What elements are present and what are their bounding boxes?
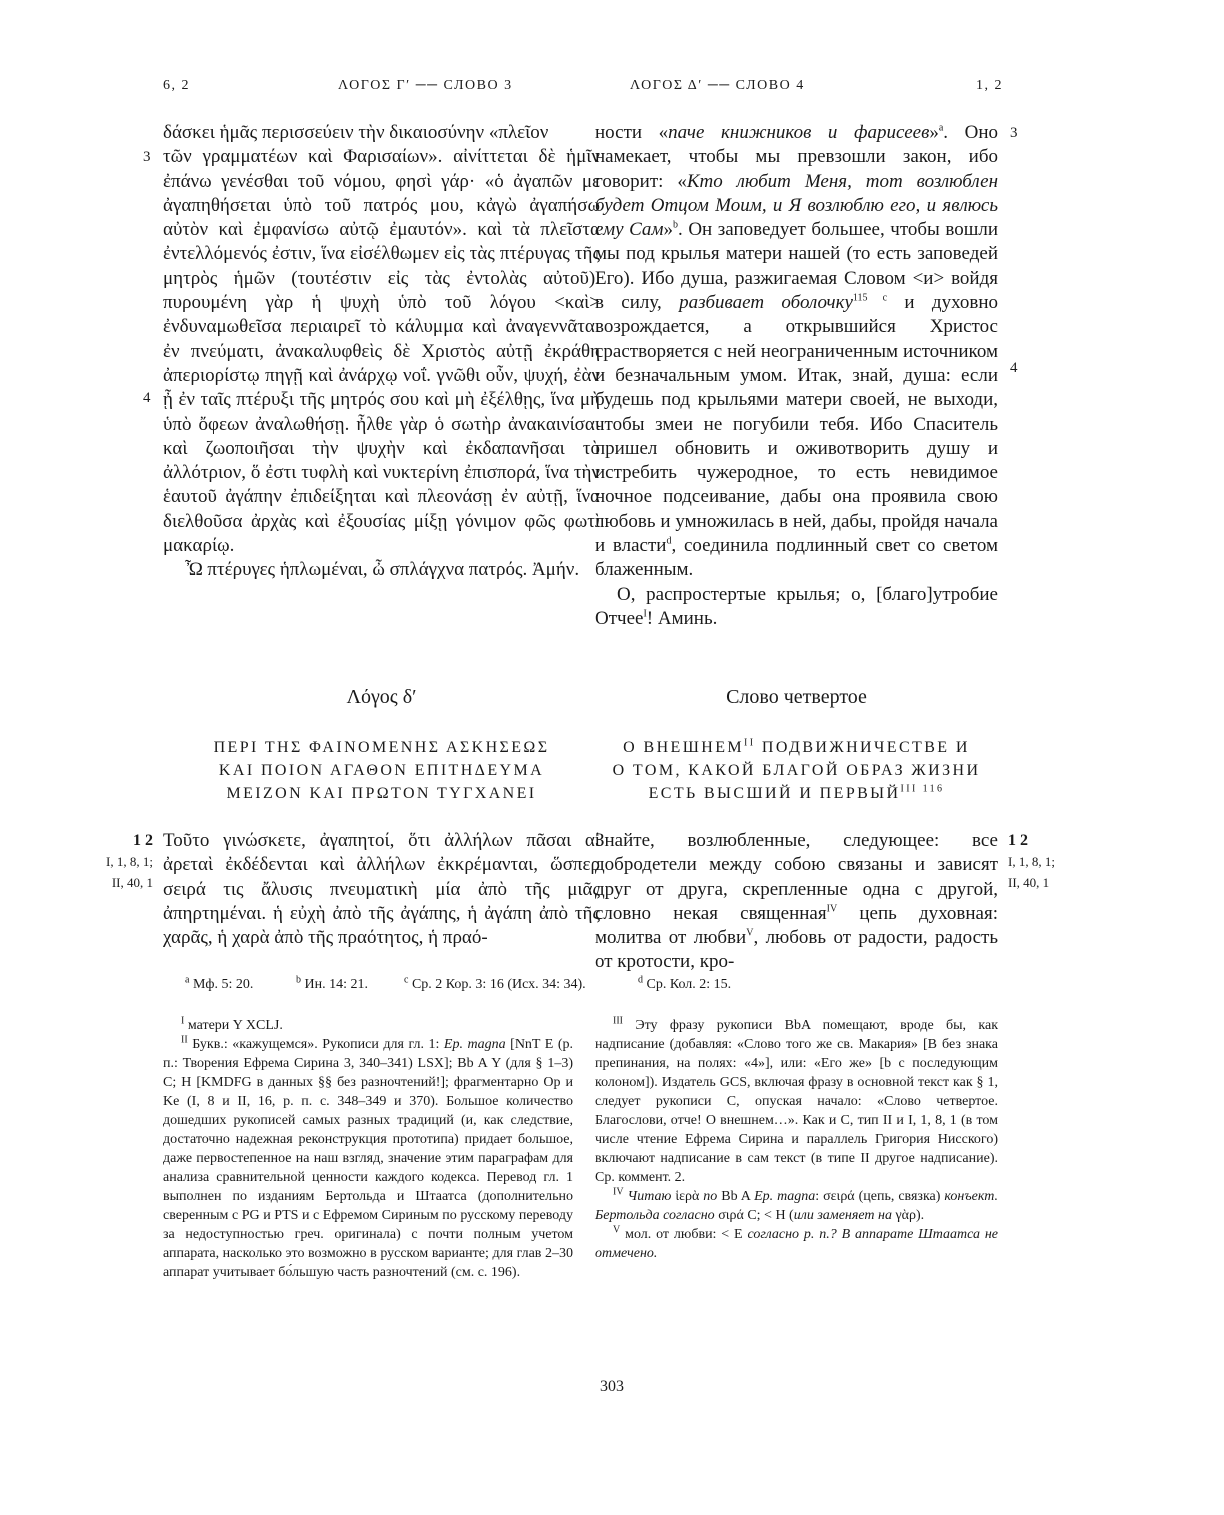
footnote-ref-d: d [666,535,672,547]
footnote-a: $^a$ Мф. 5: 20. [185,974,254,992]
note-ref-III-116: III 116 [900,783,945,795]
quote-john: Кто любит Меня, тот возлюблен будет Отцом Моим, и Я возлюблю его, и явлюсь ему Сам [595,170,998,241]
quote-matthew: паче книжников и фарисеев [668,122,930,143]
greek-text-column-top [163,121,600,583]
footnote-ref-b: b [673,219,679,231]
note-ref-V: V [746,927,754,939]
greek-subtitle-line-2: ΚΑΙ ΠΟΙΟΝ ΑΓΑΘΟΝ ΕΠΙΤΗΔΕΥΜΑ [218,762,545,779]
note-IV: $^{IV}$ Читаю ἱερὰ по Bb A Ep. magna: σειρά (цепь, связка) конъект. Бертольда согласно σιρά C; < H (или заменяет на γὰρ). [595,1186,998,1223]
greek-subtitle [163,736,600,805]
margin-chapter-num-left: 1 2 [133,832,153,849]
note-I: $^I$ матери Y XCLJ. [181,1015,283,1033]
greek-body-paragraph: Τοῦτο γινώσκετε, ἀγαπητοί, ὅτι ἀλλήλων πᾶσαι αἱ ἀρεταὶ ἐκδέδενται καὶ ἀλλήλων ἐκκρέμανται, ὥσπερ σειρά τις ἄλυσις πνευματικὴ μία ἀπὸ τῆς μιᾶς ἀπηρτημέναι. ἡ εὐχὴ ἀπὸ τῆς ἀγάπης, ἡ ἀγάπη ἀπὸ τῆς χαρᾶς, ἡ χαρὰ ἀπὸ τῆς πραότητος, ἡ πραό- [163,830,600,949]
russian-body-paragraph: Знайте, возлюбленные, следующее: все добродетели между собою связаны и зависят друг от друга, скрепленные одна с другой, словно некая священная$^{IV}$ цепь духовная: молитва от любви$^V$, любовь от радости, радость от кротости, кро- [595,830,998,973]
margin-section-3-left: 3 [143,149,151,165]
margin-section-4-left: 4 [143,390,151,406]
apparatus-notes-left [163,1016,573,1282]
footnote-b: $^b$ Ин. 14: 21. [296,974,368,992]
greek-section-title: Λόγος δ′ [346,686,417,708]
footnote-ref-115-c: 115 c [852,292,888,304]
margin-cross-ref-1-left: I, 1, 8, 1; [106,854,153,869]
note-ref-I: I [643,608,647,620]
greek-closing-line: Ὦ πτέρυγες ἡπλωμέναι, ὦ σπλάγχνα πατρός. Ἀμήν. [185,559,580,581]
russian-section-title: Слово четвертое [726,686,867,708]
margin-ref-right [1008,830,1068,893]
running-header-left-number: 6, 2 [163,78,190,93]
note-III: $^{III}$ Эту фразу рукописи BbA помещают, вроде бы, как надписание (добавляя: «Слово того же св. Макария» [B без знака препинания, на полях: «4»], или: «Его же» [b с последующим колоном]). Издатель GCS, включая фразу в основной текст как § 1, следует рукописи C, опуская начало: «Слово четвертое. Благослови, отче! О внешнем…». Как и C, тип II и I, 1, 8, 1 (в том числе чтение Ефрема Сирина и параллель Григория Нисского) включают надписание в сам текст (в типе II другое надписание). Ср. коммент. 2. [595,1015,999,1185]
footnote-d: $^d$ Ср. Кол. 2: 15. [638,974,732,992]
russian-paragraph-2: О, распростертые крылья; о, [благо]утробие Отчее$^I$! Аминь. [595,583,998,629]
note-ref-II: II [744,737,756,749]
running-header-right-number: 1, 2 [976,78,1003,93]
note-ref-IV: IV [826,903,838,915]
page-number: 303 [600,1378,624,1395]
greek-line-1: δάσκει ἡμᾶς περισσεύειν τὴν δικαιοσύνην «πλεῖον [163,122,549,143]
quote-corinthians: разбивает оболочку [679,292,853,314]
greek-subtitle-line-3: ΜΕΙΖΟΝ ΚΑΙ ΠΡΩΤΟΝ ΤΥΓΧΑΝΕΙ [226,785,537,802]
running-header-left-title: ΛΟΓΟΣ Γ′ ── СЛОВО 3 [338,78,513,93]
margin-cross-ref-2-right: II, 40, 1 [1008,875,1050,890]
russian-text-column-body [595,829,998,975]
russian-subtitle-line-3: ЕСТЬ ВЫСШИЙ И $ПЕРВЫЙ^{III 116}$ [648,783,945,802]
note-II: $^{II}$ Букв.: «кажущемся». Рукописи для гл. 1: Ep. magna [NnT E (р. п.: Творения Ефрема Сирина 3, 340–341) LSX]; Bb A Y (для § 1–3) C; H [KMDFG в данных §§ без разночтений!]; фрагментарно Op и Ke (I, 8 и II, 16, р. п. с. 348–349 и 370). Большое количество дошедших рукописей самых разных традиций (и, как следствие, достаточно надежная реконструкция прототипа) придает большое, даже первостепенное на наш взгляд, значение этим параграфам для анализа сравнительной ценности каждого кодекса. Перевод гл. 1 выполнен по изданиям Бертольда и Штаатса (дополнительно сверенным с PG и PTS и с Ефремом Сириным по русскому переводу за недоступностью греч. оригинала) с почти полным учетом аппарата, насколько это возможно в русском варианте; для глав 2–30 аппарат учитывает бо́льшую часть разночтений (см. с. 196). [163,1034,574,1280]
margin-chapter-num-right: 1 2 [1008,832,1028,849]
margin-section-4-right: 4 [1010,360,1018,376]
greek-paragraph: τῶν γραμματέων καὶ Φαρισαίων». αἰνίττεται δὲ ἡμῖν ἐπάνω γενέσθαι τοῦ νόμου, φησὶ γάρ· «ὁ ἀγαπῶν με ἀγαπηθήσεται ὑπὸ τοῦ πατρός μου, κἀγὼ ἀγαπήσω αὐτὸν καὶ ἐμφανίσω αὐτῷ ἐμαυτόν». καὶ τὰ πλεῖστα ἐντελλόμενός ἐστιν, ἵνα εἰσέλθωμεν εἰς τὰς πτέρυγας τῆς μητρὸς ἡμῶν (τουτέστιν εἰς τὰς ἐντολὰς αὐτοῦ). πυρουμένη γὰρ ἡ ψυχὴ ὑπὸ τοῦ λόγου <καὶ> ἐνδυναμωθεῖσα περιαιρεῖ τὸ κάλυμμα καὶ ἀναγεννᾶται ἐν πνεύματι, ἀνακαλυφθεὶς δὲ Χριστὸς αὐτῇ ἐκράθη ἀπεριορίστῳ πηγῇ καὶ ἀνάρχῳ νοΐ. γνῶθι οὖν, ψυχή, ἐὰν ᾖ ἐν ταῖς πτέρυξι τῆς μητρός σου καὶ μὴ ἐξέλθῃς, ἵνα μὴ ὑπὸ ὄφεων ἀναλωθήσῃ. ἦλθε γὰρ ὁ σωτὴρ ἀνακαινίσαι καὶ ζωοποιῆσαι τὴν ψυχὴν καὶ ἐκδαπανῆσαι τὸ ἀλλότριον, ὅ ἐστι τυφλὴ καὶ νυκτερίνη ἐπισπορά, ἵνα τὴν ἑαυτοῦ ἀγάπην ἐπιδείξηται καὶ πλεονάσῃ ἐν αὐτῇ, ἵνα διελθοῦσα ἀρχὰς καὶ ἐξουσίας μίξῃ γόνιμον φῶς φωτὶ μακαρίῳ. [163,146,600,557]
margin-cross-ref-2-left: II, 40, 1 [111,875,153,890]
running-header-right-title: ΛΟΓΟΣ Δ′ ── СЛОВО 4 [630,78,805,93]
russian-subtitle [595,736,998,805]
margin-ref-left [95,830,153,893]
footnote-ref-a: a [938,122,944,134]
greek-text-column-body [163,829,600,950]
apparatus-notes-right [595,1016,998,1263]
footnote-c: $^c$ Ср. 2 Кор. 3: 16 (Исх. 34: 34). [404,974,586,992]
russian-paragraph-1: ности «паче книжников и фарисеев»$^a$. Оно намекает, чтобы мы превзошли закон, ибо говорит: «Кто любит Меня, тот возлюблен будет Отцом Моим, и Я возлюблю его, и явлюсь ему Сам»$^b$. Он заповедует большее, чтобы вошли мы под крылья матери нашей (то есть заповедей Его). Ибо душа, разжигаемая Словом <и> войдя в силу, разбивает оболочку$^{115 c}$ и духовно возрождается, а открывшийся Христос срастворяется с ней неограниченным источником и безначальным умом. Итак, знай, душа: если будешь под крыльями матери своей, не выходи, чтобы змеи не погубили тебя. Ибо Спаситель пришел обновить и оживотворить душу и истребить чужеродное, то есть невидимое ночное подсеивание, дабы она проявила свою любовь и умножилась в ней, дабы, пройдя начала и власти$^d$, соединила подлинный свет со светом блаженным. [595,122,999,581]
russian-subtitle-line-2: О ТОМ, КАКОЙ БЛАГОЙ ОБРАЗ ЖИЗНИ [612,762,981,779]
margin-section-3-right: 3 [1010,125,1018,141]
margin-cross-ref-1-right: I, 1, 8, 1; [1008,854,1055,869]
russian-text-column-top [595,121,998,631]
note-V: $^V$ мол. от любви: < E согласно р. п.? В аппарате Штаатса не отмечено. [595,1224,999,1261]
greek-subtitle-line-1: ΠΕΡΙ ΤΗΣ ΦΑΙΝΟΜΕΝΗΣ ΑΣΚΗΣΕΩΣ [213,739,550,756]
russian-subtitle-line-1: О $ВНЕШНЕМ^{II}$ ПОДВИЖНИЧЕСТВЕ И [623,737,970,756]
